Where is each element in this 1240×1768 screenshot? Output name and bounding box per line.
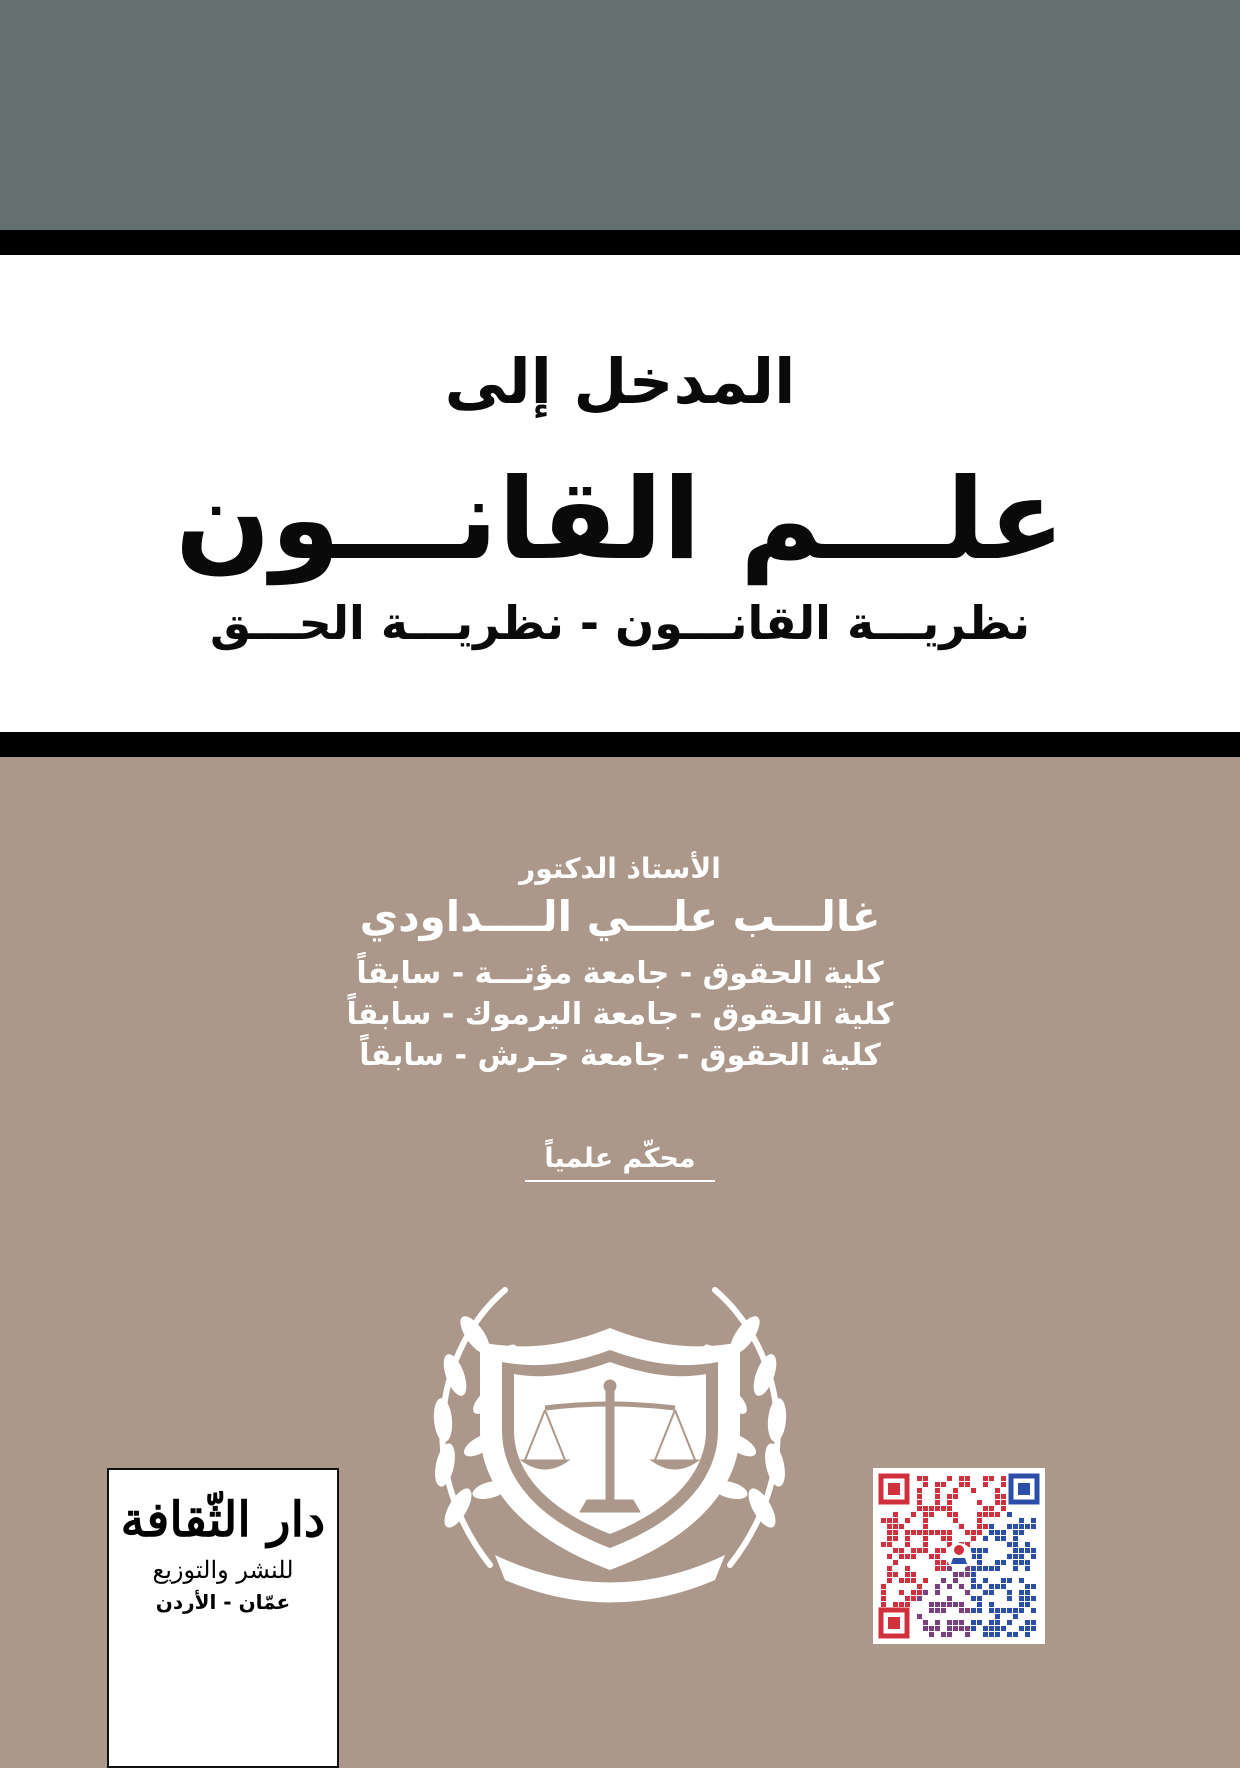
top-black-bar bbox=[0, 230, 1240, 255]
qr-module bbox=[1007, 1524, 1012, 1529]
qr-module bbox=[917, 1590, 922, 1595]
publisher-logo-box bbox=[107, 1468, 339, 1768]
qr-module bbox=[917, 1614, 922, 1619]
qr-module bbox=[1013, 1548, 1018, 1553]
book-title-line-1: المدخل إلى bbox=[444, 345, 796, 418]
qr-module bbox=[947, 1476, 952, 1481]
qr-module bbox=[929, 1554, 934, 1559]
qr-module bbox=[935, 1584, 940, 1589]
author-affiliation: كلية الحقوق - جامعة مؤتـــة - سابقاً bbox=[356, 956, 884, 991]
qr-module bbox=[893, 1548, 898, 1553]
qr-module bbox=[881, 1584, 886, 1589]
qr-module bbox=[971, 1536, 976, 1541]
qr-module bbox=[983, 1548, 988, 1553]
qr-module bbox=[947, 1530, 952, 1535]
qr-module bbox=[959, 1476, 964, 1481]
qr-module bbox=[1001, 1506, 1006, 1511]
qr-module bbox=[1013, 1524, 1018, 1529]
qr-module bbox=[1031, 1554, 1036, 1559]
qr-module bbox=[947, 1584, 952, 1589]
qr-module bbox=[989, 1506, 994, 1511]
qr-module bbox=[1025, 1584, 1030, 1589]
qr-module bbox=[905, 1566, 910, 1571]
qr-module bbox=[971, 1572, 976, 1577]
qr-module bbox=[947, 1494, 952, 1499]
qr-module bbox=[989, 1584, 994, 1589]
qr-module bbox=[947, 1566, 952, 1571]
qr-module bbox=[959, 1620, 964, 1625]
qr-module bbox=[1013, 1632, 1018, 1637]
qr-module bbox=[905, 1536, 910, 1541]
qr-module bbox=[965, 1476, 970, 1481]
qr-module bbox=[911, 1530, 916, 1535]
qr-module bbox=[905, 1602, 910, 1607]
qr-module bbox=[971, 1530, 976, 1535]
peer-reviewed-label-wrap bbox=[0, 1143, 1240, 1182]
qr-module bbox=[953, 1488, 958, 1493]
qr-module bbox=[893, 1512, 898, 1517]
qr-module bbox=[929, 1608, 934, 1613]
qr-module bbox=[1007, 1632, 1012, 1637]
qr-module bbox=[905, 1530, 910, 1535]
qr-module bbox=[953, 1620, 958, 1625]
qr-module bbox=[905, 1572, 910, 1577]
qr-module bbox=[917, 1500, 922, 1505]
qr-module bbox=[1031, 1626, 1036, 1631]
qr-module bbox=[983, 1626, 988, 1631]
qr-module bbox=[1031, 1518, 1036, 1523]
qr-module bbox=[1001, 1584, 1006, 1589]
qr-module bbox=[989, 1608, 994, 1613]
qr-module bbox=[953, 1602, 958, 1607]
qr-module bbox=[911, 1512, 916, 1517]
qr-module bbox=[893, 1524, 898, 1529]
qr-module bbox=[995, 1494, 1000, 1499]
qr-module bbox=[1013, 1536, 1018, 1541]
qr-module bbox=[1013, 1608, 1018, 1613]
qr-module bbox=[1007, 1590, 1012, 1595]
qr-module bbox=[953, 1494, 958, 1499]
qr-module bbox=[965, 1590, 970, 1595]
qr-module bbox=[995, 1500, 1000, 1505]
qr-module bbox=[989, 1524, 994, 1529]
qr-module bbox=[947, 1506, 952, 1511]
qr-module bbox=[953, 1518, 958, 1523]
qr-module bbox=[923, 1524, 928, 1529]
qr-module bbox=[1019, 1518, 1024, 1523]
qr-module bbox=[887, 1530, 892, 1535]
qr-module bbox=[995, 1620, 1000, 1625]
qr-module bbox=[959, 1572, 964, 1577]
qr-module bbox=[911, 1590, 916, 1595]
qr-module bbox=[935, 1620, 940, 1625]
qr-module bbox=[923, 1536, 928, 1541]
qr-module bbox=[983, 1524, 988, 1529]
qr-module bbox=[965, 1572, 970, 1577]
qr-module bbox=[947, 1596, 952, 1601]
qr-module bbox=[923, 1590, 928, 1595]
qr-module bbox=[977, 1566, 982, 1571]
qr-module bbox=[977, 1548, 982, 1553]
qr-module bbox=[1031, 1608, 1036, 1613]
qr-module bbox=[959, 1584, 964, 1589]
qr-module bbox=[899, 1602, 904, 1607]
qr-module bbox=[899, 1578, 904, 1583]
qr-module bbox=[929, 1506, 934, 1511]
qr-module bbox=[887, 1554, 892, 1559]
qr-module bbox=[1013, 1530, 1018, 1535]
qr-module bbox=[1019, 1554, 1024, 1559]
qr-module bbox=[923, 1476, 928, 1481]
qr-module bbox=[917, 1494, 922, 1499]
qr-module bbox=[983, 1482, 988, 1487]
qr-module bbox=[923, 1482, 928, 1487]
qr-module bbox=[983, 1506, 988, 1511]
qr-module bbox=[905, 1518, 910, 1523]
qr-module bbox=[905, 1542, 910, 1547]
qr-module bbox=[1025, 1620, 1030, 1625]
qr-module bbox=[923, 1512, 928, 1517]
qr-module bbox=[1025, 1560, 1030, 1565]
qr-module bbox=[1025, 1602, 1030, 1607]
bottom-black-bar bbox=[0, 732, 1240, 757]
qr-module bbox=[977, 1596, 982, 1601]
qr-module bbox=[899, 1590, 904, 1595]
qr-module bbox=[1019, 1560, 1024, 1565]
qr-module bbox=[917, 1584, 922, 1589]
qr-module bbox=[887, 1572, 892, 1577]
qr-module bbox=[881, 1602, 886, 1607]
qr-module bbox=[977, 1584, 982, 1589]
qr-module bbox=[929, 1512, 934, 1517]
qr-module bbox=[971, 1620, 976, 1625]
book-title-main: علـــم القانـــون bbox=[175, 455, 1065, 585]
qr-module bbox=[959, 1608, 964, 1613]
qr-module bbox=[941, 1482, 946, 1487]
qr-module bbox=[893, 1536, 898, 1541]
qr-module bbox=[887, 1524, 892, 1529]
qr-module bbox=[995, 1614, 1000, 1619]
qr-module bbox=[1019, 1602, 1024, 1607]
qr-module bbox=[953, 1578, 958, 1583]
qr-module bbox=[923, 1518, 928, 1523]
qr-module bbox=[983, 1566, 988, 1571]
qr-module bbox=[887, 1518, 892, 1523]
qr-module bbox=[1031, 1524, 1036, 1529]
qr-module bbox=[893, 1572, 898, 1577]
qr-module bbox=[923, 1620, 928, 1625]
qr-module bbox=[953, 1626, 958, 1631]
qr-module bbox=[935, 1548, 940, 1553]
qr-module bbox=[929, 1626, 934, 1631]
qr-module bbox=[983, 1590, 988, 1595]
qr-module bbox=[971, 1566, 976, 1571]
qr-module bbox=[1007, 1512, 1012, 1517]
qr-module bbox=[1007, 1542, 1012, 1547]
qr-module bbox=[959, 1482, 964, 1487]
qr-module bbox=[1013, 1566, 1018, 1571]
qr-module bbox=[995, 1536, 1000, 1541]
qr-module bbox=[947, 1620, 952, 1625]
qr-module bbox=[1001, 1500, 1006, 1505]
qr-module bbox=[1013, 1542, 1018, 1547]
qr-module bbox=[947, 1632, 952, 1637]
qr-module bbox=[929, 1530, 934, 1535]
qr-module bbox=[953, 1512, 958, 1517]
qr-module bbox=[881, 1590, 886, 1595]
publisher-location: عمّان - الأردن bbox=[155, 1590, 291, 1614]
qr-module bbox=[947, 1536, 952, 1541]
qr-module bbox=[977, 1608, 982, 1613]
qr-module bbox=[935, 1500, 940, 1505]
qr-module bbox=[935, 1608, 940, 1613]
qr-module bbox=[905, 1578, 910, 1583]
qr-module bbox=[899, 1524, 904, 1529]
qr-module bbox=[893, 1530, 898, 1535]
qr-module bbox=[935, 1554, 940, 1559]
qr-module bbox=[959, 1626, 964, 1631]
author-affiliation: كلية الحقوق - جامعة اليرموك - سابقاً bbox=[346, 997, 894, 1032]
qr-module bbox=[899, 1548, 904, 1553]
qr-module bbox=[893, 1518, 898, 1523]
qr-module bbox=[935, 1506, 940, 1511]
qr-module bbox=[1019, 1626, 1024, 1631]
qr-module bbox=[1025, 1590, 1030, 1595]
qr-module bbox=[953, 1572, 958, 1577]
qr-module bbox=[1019, 1524, 1024, 1529]
qr-module bbox=[941, 1578, 946, 1583]
qr-module bbox=[941, 1530, 946, 1535]
qr-module bbox=[989, 1626, 994, 1631]
qr-module bbox=[1007, 1620, 1012, 1625]
qr-module bbox=[1013, 1614, 1018, 1619]
qr-module bbox=[995, 1488, 1000, 1493]
qr-module bbox=[989, 1566, 994, 1571]
qr-module bbox=[989, 1590, 994, 1595]
qr-module bbox=[1019, 1590, 1024, 1595]
qr-module bbox=[1031, 1620, 1036, 1625]
qr-module bbox=[1007, 1578, 1012, 1583]
qr-module bbox=[947, 1626, 952, 1631]
qr-module bbox=[1001, 1560, 1006, 1565]
qr-module bbox=[941, 1632, 946, 1637]
qr-module bbox=[941, 1506, 946, 1511]
author-name: غالـــب علـــي الــــداودي bbox=[359, 892, 881, 941]
qr-module bbox=[887, 1578, 892, 1583]
qr-module bbox=[887, 1542, 892, 1547]
qr-module bbox=[923, 1578, 928, 1583]
qr-module bbox=[995, 1512, 1000, 1517]
qr-module bbox=[1025, 1596, 1030, 1601]
qr-module bbox=[1025, 1566, 1030, 1571]
qr-module bbox=[941, 1536, 946, 1541]
qr-module bbox=[935, 1626, 940, 1631]
qr-module bbox=[971, 1608, 976, 1613]
qr-module bbox=[971, 1578, 976, 1583]
qr-module bbox=[1031, 1548, 1036, 1553]
qr-code-icon bbox=[873, 1468, 1045, 1644]
qr-module bbox=[959, 1602, 964, 1607]
qr-module bbox=[905, 1596, 910, 1601]
qr-module bbox=[935, 1488, 940, 1493]
qr-module bbox=[995, 1560, 1000, 1565]
qr-module bbox=[1007, 1608, 1012, 1613]
qr-module bbox=[989, 1476, 994, 1481]
qr-module bbox=[983, 1578, 988, 1583]
qr-module bbox=[911, 1554, 916, 1559]
qr-module bbox=[923, 1506, 928, 1511]
qr-module bbox=[983, 1632, 988, 1637]
qr-module bbox=[965, 1626, 970, 1631]
qr-module bbox=[893, 1560, 898, 1565]
qr-module bbox=[989, 1512, 994, 1517]
qr-module bbox=[917, 1506, 922, 1511]
qr-module bbox=[935, 1590, 940, 1595]
qr-module bbox=[983, 1512, 988, 1517]
qr-module bbox=[1019, 1596, 1024, 1601]
qr-module bbox=[971, 1596, 976, 1601]
qr-module bbox=[977, 1524, 982, 1529]
qr-module bbox=[1007, 1596, 1012, 1601]
qr-module bbox=[977, 1500, 982, 1505]
qr-module bbox=[959, 1524, 964, 1529]
qr-module bbox=[887, 1536, 892, 1541]
publisher-tagline: للنشر والتوزيع bbox=[152, 1556, 294, 1584]
qr-module bbox=[917, 1488, 922, 1493]
peer-reviewed-label: محكّم علمياً bbox=[525, 1143, 715, 1182]
qr-module bbox=[989, 1530, 994, 1535]
qr-module bbox=[935, 1602, 940, 1607]
scales-of-justice-shield-laurel-icon bbox=[395, 1280, 825, 1620]
qr-module bbox=[1001, 1530, 1006, 1535]
qr-module bbox=[941, 1602, 946, 1607]
qr-module bbox=[881, 1518, 886, 1523]
qr-module bbox=[935, 1494, 940, 1499]
qr-module bbox=[935, 1530, 940, 1535]
qr-module bbox=[1001, 1578, 1006, 1583]
qr-module bbox=[1001, 1626, 1006, 1631]
qr-module bbox=[971, 1626, 976, 1631]
qr-module bbox=[935, 1560, 940, 1565]
qr-module bbox=[941, 1560, 946, 1565]
qr-module bbox=[1025, 1524, 1030, 1529]
qr-module bbox=[911, 1572, 916, 1577]
qr-module bbox=[923, 1548, 928, 1553]
qr-module bbox=[935, 1482, 940, 1487]
qr-module bbox=[1019, 1530, 1024, 1535]
qr-module bbox=[995, 1584, 1000, 1589]
qr-module bbox=[1025, 1542, 1030, 1547]
qr-module bbox=[983, 1476, 988, 1481]
qr-module bbox=[1001, 1608, 1006, 1613]
qr-module bbox=[947, 1512, 952, 1517]
qr-module bbox=[923, 1542, 928, 1547]
qr-module bbox=[905, 1554, 910, 1559]
qr-module bbox=[1025, 1632, 1030, 1637]
qr-module bbox=[995, 1530, 1000, 1535]
qr-module bbox=[893, 1602, 898, 1607]
author-title: الأستاذ الدكتور bbox=[519, 852, 721, 885]
qr-module bbox=[971, 1488, 976, 1493]
qr-module bbox=[911, 1578, 916, 1583]
qr-module bbox=[917, 1596, 922, 1601]
qr-module bbox=[1019, 1608, 1024, 1613]
qr-module bbox=[1001, 1482, 1006, 1487]
qr-module bbox=[995, 1566, 1000, 1571]
qr-module bbox=[1031, 1584, 1036, 1589]
qr-module bbox=[1013, 1560, 1018, 1565]
qr-module bbox=[899, 1554, 904, 1559]
qr-module bbox=[989, 1632, 994, 1637]
qr-module bbox=[1001, 1536, 1006, 1541]
qr-module bbox=[989, 1620, 994, 1625]
qr-module bbox=[977, 1518, 982, 1523]
qr-module bbox=[1019, 1548, 1024, 1553]
qr-module bbox=[965, 1530, 970, 1535]
qr-module bbox=[977, 1560, 982, 1565]
qr-module bbox=[929, 1632, 934, 1637]
qr-module bbox=[995, 1632, 1000, 1637]
qr-module bbox=[935, 1566, 940, 1571]
qr-module bbox=[965, 1482, 970, 1487]
qr-module bbox=[929, 1602, 934, 1607]
qr-module bbox=[1025, 1548, 1030, 1553]
qr-module bbox=[941, 1608, 946, 1613]
qr-module bbox=[977, 1620, 982, 1625]
qr-module bbox=[977, 1602, 982, 1607]
qr-module bbox=[1001, 1494, 1006, 1499]
qr-module bbox=[1001, 1476, 1006, 1481]
qr-module bbox=[881, 1542, 886, 1547]
qr-module bbox=[941, 1548, 946, 1553]
qr-module bbox=[983, 1536, 988, 1541]
qr-module bbox=[1007, 1554, 1012, 1559]
qr-module bbox=[965, 1632, 970, 1637]
qr-module bbox=[917, 1476, 922, 1481]
qr-module bbox=[887, 1566, 892, 1571]
publisher-calligraphy-logo: دار الثّقافة bbox=[120, 1492, 326, 1548]
qr-module bbox=[1025, 1626, 1030, 1631]
qr-module bbox=[971, 1584, 976, 1589]
qr-module bbox=[917, 1548, 922, 1553]
qr-module bbox=[923, 1626, 928, 1631]
qr-module bbox=[971, 1548, 976, 1553]
qr-module bbox=[1031, 1596, 1036, 1601]
qr-module bbox=[1019, 1578, 1024, 1583]
qr-module bbox=[995, 1626, 1000, 1631]
qr-module bbox=[947, 1602, 952, 1607]
qr-module bbox=[917, 1530, 922, 1535]
qr-module bbox=[881, 1596, 886, 1601]
qr-module bbox=[977, 1512, 982, 1517]
qr-module bbox=[947, 1500, 952, 1505]
qr-module bbox=[911, 1548, 916, 1553]
book-subtitle: نظريـــة القانـــون - نظريـــة الحـــق bbox=[209, 596, 1030, 650]
qr-module bbox=[1013, 1554, 1018, 1559]
qr-module bbox=[941, 1566, 946, 1571]
qr-module bbox=[923, 1530, 928, 1535]
qr-module bbox=[911, 1596, 916, 1601]
author-affiliation: كلية الحقوق - جامعة جـرش - سابقاً bbox=[359, 1038, 881, 1073]
qr-module bbox=[995, 1608, 1000, 1613]
top-color-band bbox=[0, 0, 1240, 230]
qr-module bbox=[965, 1608, 970, 1613]
qr-module bbox=[977, 1530, 982, 1535]
qr-module bbox=[977, 1554, 982, 1559]
qr-module bbox=[989, 1602, 994, 1607]
